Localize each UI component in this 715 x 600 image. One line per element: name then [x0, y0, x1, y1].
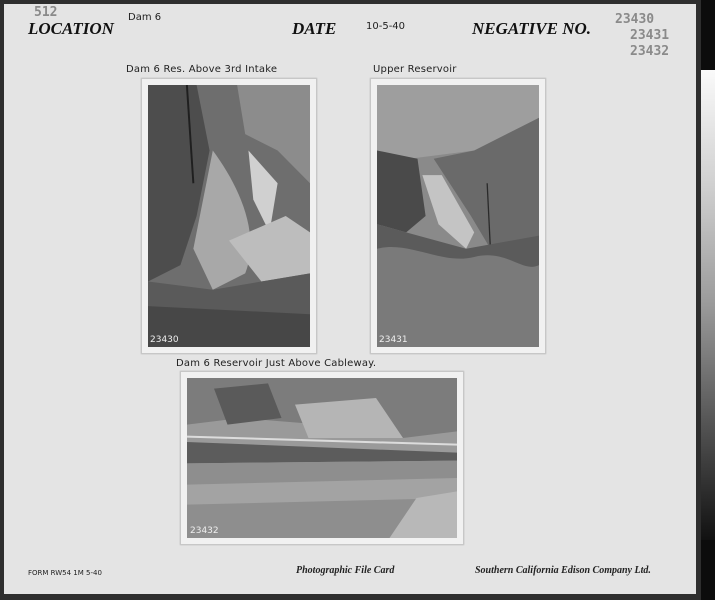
photo-3	[180, 371, 464, 545]
card-number: 512	[34, 5, 58, 20]
company-name: Southern California Edison Company Ltd.	[475, 565, 651, 576]
photo-3-number: 23432	[190, 526, 219, 536]
photo-1-caption: Dam 6 Res. Above 3rd Intake	[126, 64, 278, 75]
photo-1-number: 23430	[150, 335, 179, 345]
photo-2-image	[377, 85, 539, 347]
photo-2-caption: Upper Reservoir	[373, 64, 457, 75]
footer-title: Photographic File Card	[296, 565, 395, 576]
photo-2	[370, 78, 546, 354]
gray-scale-strip	[701, 70, 715, 540]
location-value: Dam 6	[128, 12, 162, 23]
negative-number-3: 23432	[630, 44, 670, 59]
date-label: DATE	[292, 19, 337, 38]
photo-2-number: 23431	[379, 335, 408, 345]
photo-3-caption: Dam 6 Reservoir Just Above Cableway.	[176, 358, 377, 369]
photo-1	[141, 78, 317, 354]
photo-3-image	[187, 378, 457, 538]
negative-number-2: 23431	[630, 28, 670, 43]
negative-label: NEGATIVE NO.	[472, 19, 592, 38]
date-value: 10-5-40	[366, 21, 406, 32]
location-label: LOCATION	[28, 19, 114, 38]
form-code: FORM RW54 1M 5-40	[28, 569, 102, 577]
negative-number-1: 23430	[615, 12, 655, 27]
file-card	[4, 4, 696, 594]
photo-1-image	[148, 85, 310, 347]
